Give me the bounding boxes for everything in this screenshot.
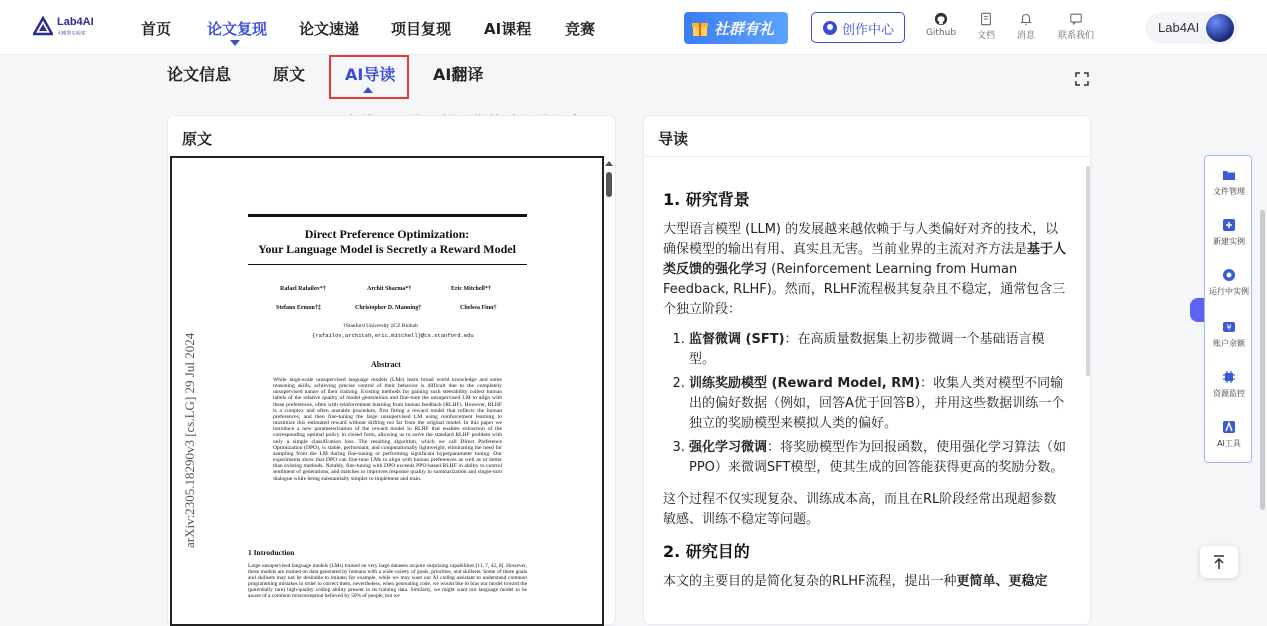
guide-content [663,188,1067,602]
user-menu[interactable] [1145,12,1239,44]
messages-label: 消息 [1016,31,1035,41]
paragraph: 大型语言模型 (LLM) 的发展越来越依赖于与人类偏好对齐的技术，以确保模型的输出有用、真实且无害。当前业界的主流对齐方法是基于人类反馈的强化学习 (Reinforcement Learning from Human Feedback, RLHF)。然而，RLHF流程极其复杂且不稳定，通常包含三个独立阶段： [663,222,1067,317]
monitor-icon [1222,370,1236,384]
github-icon [934,12,948,26]
guide-panel [643,115,1091,625]
pdf-scrollbar[interactable] [604,158,614,626]
dock-new-instance[interactable]: 新建实例 [1205,218,1253,266]
guide-scrollbar[interactable] [1086,166,1090,376]
abstract-text: While large-scale unsupervised language models (LMs) learn broad world knowledge and some reasoning skills, achieving precise control of their behavior is difficult due to the completely unsupervised nature of their training. Existing methods for gaining such steerability collect human labels of the relative quality of model generations and fine-tune the unsupervised LM to align with these preferences, often with reinforcement learning from human feedback (RLHF). However, RLHF is a complex and often unstable procedure, first fitting a reward model that reflects the human preferences, and then fine-tuning the large unsupervised LM using reinforcement learning to maximize this estimated reward without drifting too far from the original model. In this paper we introduce a new parameterization of the reward model in RLHF that enables extraction of the corresponding optimal policy in closed form, allowing us to solve the standard RLHF problem with only a simple classification loss. The resulting algorithm, which we call Direct Preference Optimization (DPO), is stable, performant, and computationally lightweight, eliminating the need for sampling from the LM during fine-tuning or performing significant hyperparameter tuning. Our experiments show that DPO can fine-tune LMs to align with human preferences as well as or better than existing methods. Notably, fine-tuning with DPO exceeds PPO-based RLHF in ability to control sentiment of generations, and matches or improves response quality in summarization and single-turn dialogue while being substantially simpler to implement and train. [273,377,502,482]
tab-ai-guide[interactable]: AI导读 [345,65,396,84]
paragraph: 这个过程不仅实现复杂、训练成本高，而且在RL阶段经常出现超参数敏感、训练不稳定等问题。 [663,492,1057,527]
page-scrollbar[interactable] [1260,210,1265,510]
author: Stefano Ermon†‡ [276,305,321,311]
back-to-top-button[interactable] [1200,546,1238,578]
brand-name: Lab4AI [57,16,94,28]
fullscreen-icon[interactable] [1074,71,1090,87]
dock-toggle-handle[interactable] [1190,298,1204,322]
list-item: 1. 监督微调 (SFT)：在高质量数据集上初步微调一个基础语言模型。 [689,330,1067,370]
abstract-heading: Abstract [371,360,401,369]
document-icon [979,12,993,26]
tab-ai-translation[interactable]: AI翻译 [433,65,484,84]
title-rule-top [248,214,527,217]
pdf-viewer[interactable] [170,156,604,626]
docs-link[interactable] [966,12,1006,42]
active-nav-indicator [230,40,240,46]
source-panel-title: 原文 [182,130,213,148]
github-label: Github [925,28,957,38]
author: Rafael Rafailov*† [280,286,326,292]
author: Christopher D. Manning† [355,305,422,311]
nav-competitions[interactable]: 竞赛 [565,20,596,38]
brand-subtitle: 大模型实验室 [57,30,86,37]
tab-original[interactable]: 原文 [273,65,306,84]
arxiv-id: arXiv:2305.18290v3 [cs.LG] 29 Jul 2024 [182,332,197,548]
dock-resource-monitor[interactable]: 资源监控 [1205,370,1253,418]
logo-icon [33,16,53,36]
avatar [1206,14,1234,42]
nav-paper-express[interactable]: 论文速递 [299,20,360,38]
author: Chelsea Finn† [460,305,497,311]
author: Archit Sharma*† [367,286,412,292]
dock-running-instances[interactable]: 运行中实例 [1205,268,1253,316]
paper-title-line2: Your Language Model is Secretly a Reward Model [258,242,516,256]
tab-paper-info[interactable]: 论文信息 [167,65,232,84]
dock-file-manager[interactable]: 文件管理 [1205,168,1253,216]
docs-label: 文档 [976,31,995,41]
source-panel [167,115,616,625]
pdf-scroll-thumb[interactable] [606,172,612,197]
folder-icon [1222,168,1236,182]
intro-heading: 1 Introduction [248,548,295,557]
contact-link[interactable] [1055,12,1097,42]
paper-title-line1: Direct Preference Optimization: [304,227,470,241]
affiliation: †Stanford University ‡CZ Biohub [343,323,419,329]
brand-logo[interactable] [33,16,103,40]
creator-center-button[interactable] [811,12,905,43]
ai-tool-icon [1222,420,1236,434]
nav-ai-courses[interactable]: AI课程 [484,20,532,38]
creator-icon [823,21,837,35]
promo-text: 社群有礼 [714,20,775,38]
add-instance-icon [1222,218,1236,232]
creator-center-label: 创作中心 [842,23,895,38]
active-tab-indicator [363,87,373,93]
user-name: Lab4AI [1158,20,1200,35]
steps-list [663,330,1067,478]
community-promo-banner[interactable] [684,12,788,44]
dock-account-balance[interactable]: ¥ 账户余额 [1205,320,1253,368]
section-heading: 1. 研究背景 [663,190,750,209]
section-heading: 2. 研究目的 [663,542,750,561]
bell-icon [1019,12,1033,26]
wallet-icon [1222,320,1236,334]
nav-project-reproduction[interactable]: 项目复现 [391,20,452,38]
top-navbar [0,0,1267,55]
paragraph: 本文的主要目的是简化复杂的RLHF流程，提出一种更简单、更稳定 [663,574,1048,589]
list-item: 3. 强化学习微调：将奖励模型作为回报函数，使用强化学习算法（如PPO）来微调SFT模型，使其生成的回答能获得更高的奖励分数。 [689,438,1067,478]
author-emails: {rafailov,architsh,eric.mitchell}@cs.stanford.edu [312,332,474,339]
title-rule-bottom [248,264,527,265]
dock-ai-tools[interactable]: AI工具 [1205,420,1253,468]
gift-icon [690,18,710,38]
nav-paper-reproduction[interactable]: 论文复现 [207,20,268,38]
guide-panel-title: 导读 [658,130,689,148]
running-icon [1222,268,1236,282]
panel-divider [644,156,1090,157]
list-item: 2. 训练奖励模型 (Reward Model, RM)：收集人类对模型不同输出的偏好数据（例如，回答A优于回答B），并用这些数据训练一个独立的奖励模型来模拟人类的偏好。 [689,374,1067,434]
scroll-up-arrow-icon[interactable] [605,161,613,166]
pdf-page [172,158,602,626]
messages-link[interactable] [1006,12,1046,42]
nav-home[interactable]: 首页 [141,20,172,38]
arrow-up-icon [1200,546,1238,578]
intro-text: Large unsupervised language models (LMs) trained on very large datasets acquire surprising capabilities [11, 7, 42, 8]. However, these models are trained on data generated by humans with a wide variety of goals, priorities, and skillsets. Some of these goals and skillsets may not be desirable to imitate; for example, while we may want our AI coding assistant to understand common programming mistakes in order to correct them, nevertheless, when generating code, we would like to bias our model toward the (potentially rare) high-quality coding ability present in its training data. Similarly, we might want our language model to be aware of a common misconception believed by 50% of people, but we [248,563,527,600]
github-link[interactable] [921,12,961,42]
right-tool-dock [1204,155,1252,463]
chat-icon [1069,12,1083,26]
contact-label: 联系我们 [1057,31,1094,41]
author: Eric Mitchell*† [451,286,491,292]
svg-text:¥: ¥ [1226,323,1232,332]
